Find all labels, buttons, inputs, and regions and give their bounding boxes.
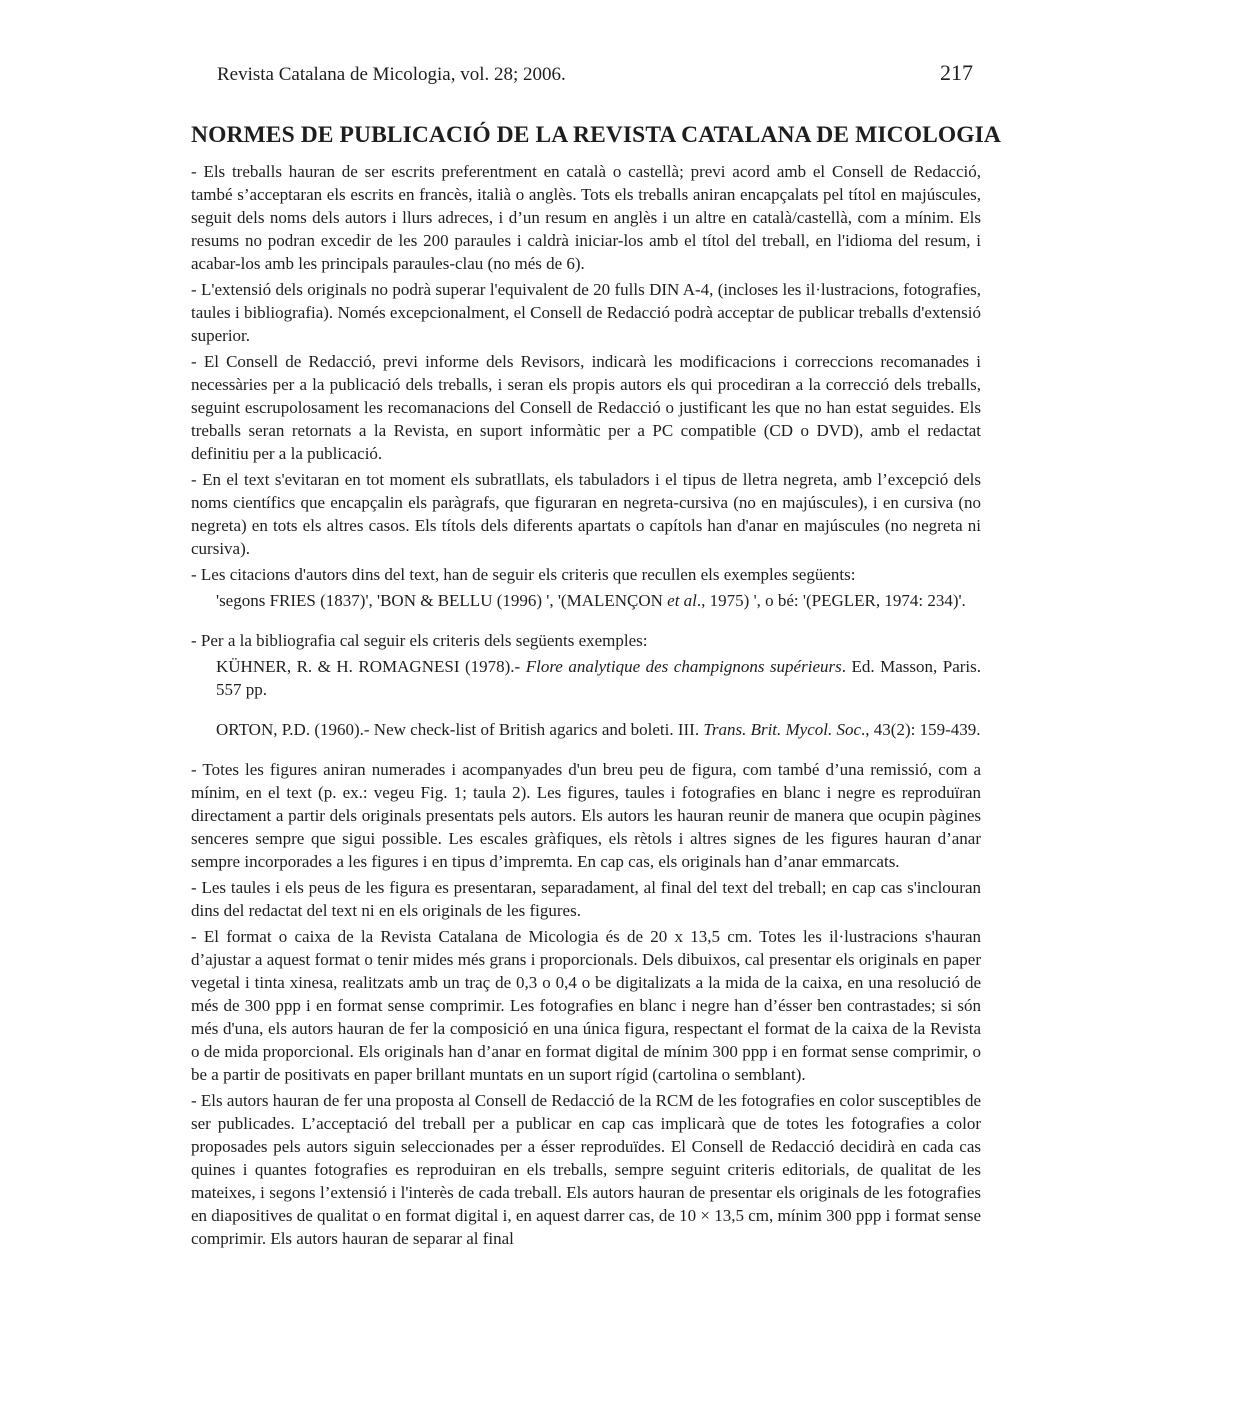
citation-example-italic: et al [667, 591, 697, 610]
body-text [191, 160, 981, 1250]
paragraph-languages-abstracts: - Els treballs hauran de ser escrits preferentment en català o castellà; previ acord amb el Consell de Redacció, també s’acceptaran els escrits en francès, italià o anglès. Tots els treballs aniran encapçalats pel títol en majúscules, seguit dels noms dels autors i llurs adreces, i d’un resum en anglès i un altre en català/castellà, com a mínim. Els resums no podran excedir de les 200 paraules i caldrà iniciar-los amb el títol del treball, en l'idioma del resum, i acabar-los amb les principals paraules-clau (no més de 6). [191, 162, 981, 273]
running-header [217, 60, 973, 90]
reference-title-italic: Flore analytique des champignons supérieurs [525, 657, 842, 676]
reference-volume: ., 43(2): 159-439. [861, 720, 981, 739]
paragraph-citations: - Les citacions d'autors dins del text, han de seguir els criteris que recullen els exemples següents: [191, 565, 856, 584]
paragraph-extension: - L'extensió dels originals no podrà superar l'equivalent de 20 fulls DIN A-4, (incloses les il·lustracions, fotografies, taules i bibliografia). Només excepcionalment, el Consell de Redacció podrà acceptar de publicar treballs d'extensió superior. [191, 280, 981, 345]
citation-example-text: 'segons FRIES (1837)', 'BON & BELLU (1996) ', '(MALENÇON [216, 591, 668, 610]
paragraph-color-photos: - Els autors hauran de fer una proposta al Consell de Redacció de la RCM de les fotografies en color susceptibles de ser publicades. L’acceptació del treball per a publicar en cap cas implicarà que de totes les fotografies a color proposades pels autors siguin seleccionades per a ésser reproduïdes. El Consell de Redacció decidirà en cada cas quines i quantes fotografies es reproduiran en els treballs, sempre seguint criteris editorials, de qualitat de les mateixes, i segons l’extensió i l'interès de cada treball. Els autors hauran de presentar els originals de les fotografies en diapositives de qualitat o en format digital i, en aquest darrer cas, de 10 × 13,5 cm, mínim 300 ppp i format sense comprimir. Els autors hauran de separar al final [191, 1091, 981, 1248]
paragraph-revision: - El Consell de Redacció, previ informe dels Revisors, indicarà les modificacions i correccions recomanades i necessàries per a la publicació dels treballs, i seran els propis autors els qui procediran a la correcció dels treballs, seguint escrupolosament les recomanacions del Consell de Redacció o justificant les que no han estat seguides. Els treballs seran retornats a la Revista, en suport informàtic per a PC compatible (CD o DVD), amb el redactat definitiu per a la publicació. [191, 352, 981, 463]
paragraph-bibliography: - Per a la bibliografia cal seguir els criteris dels següents exemples: [191, 631, 648, 650]
page-title: NORMES DE PUBLICACIÓ DE LA REVISTA CATALANA DE MICOLOGIA [191, 122, 1001, 148]
paragraph-typography: - En el text s'evitaran en tot moment els subratllats, els tabuladors i el tipus de lletra negreta, amb l’excepció dels noms científics que encapçalin els paràgrafs, que figuraran en negreta-cursiva (no en majúscules), i en cursiva (no negreta) en tots els altres casos. Els títols dels diferents apartats o capítols han d'anar en majúscules (no negreta ni cursiva). [191, 470, 981, 558]
bibliography-example-2 [216, 718, 981, 741]
reference-journal-italic: Trans. Brit. Mycol. Soc [703, 720, 862, 739]
reference-publisher: . Ed. Masson, Paris. 557 pp. [216, 657, 981, 699]
journal-citation: Revista Catalana de Micologia, vol. 28; 2006. [217, 64, 566, 85]
bibliography-example-1 [216, 655, 981, 701]
paragraph-tables: - Les taules i els peus de les figura es presentaran, separadament, al final del text del treball; en cap cas s'inclouran dins del redactat del text ni en els originals de les figures. [191, 878, 981, 920]
reference-authors: KÜHNER, R. & H. ROMAGNESI (1978).- [216, 657, 526, 676]
reference-authors: ORTON, P.D. (1960).- New check-list of British agarics and boleti. III. [216, 720, 704, 739]
page-number: 217 [940, 60, 973, 85]
citation-example-text-end: ., 1975) ', o bé: '(PEGLER, 1974: 234)'. [696, 591, 966, 610]
paragraph-format: - El format o caixa de la Revista Catalana de Micologia és de 20 x 13,5 cm. Totes les il·lustracions s'hauran d’ajustar a aquest format o tenir mides més grans i proporcionals. Dels dibuixos, cal presentar els originals en paper vegetal i tinta xinesa, realitzats amb un traç de 0,3 o 0,4 o be digitalizats a la mida de la caixa, en una resolució de més de 300 ppp i en format sense comprimir. Les fotografies en blanc i negre han d’ésser ben contrastades; si són més d'una, els autors hauran de fer la composició en una única figura, respectant el format de la caixa de la Revista o de mida proporcional. Els originals han d’anar en format digital de mínim 300 ppp i en format sense comprimir, o be a partir de positivats en paper brillant muntats en un suport rígid (cartolina o semblant). [191, 927, 981, 1084]
paragraph-figures: - Totes les figures aniran numerades i acompanyades d'un breu peu de figura, com també d’una remissió, com a mínim, en el text (p. ex.: vegeu Fig. 1; taula 2). Les figures, taules i fotografies en blanc i negre es reproduïran directament a partir dels originals presentats pels autors. Els autors les hauran reunir de manera que ocupin pàgines senceres sempre que sigui possible. Les escales gràfiques, els rètols i altres signes de les figures hauran d’anar sempre incorporades a les figures i en tipus d’impremta. En cap cas, els originals han d’anar emmarcats. [191, 760, 981, 871]
citation-example [216, 589, 981, 612]
